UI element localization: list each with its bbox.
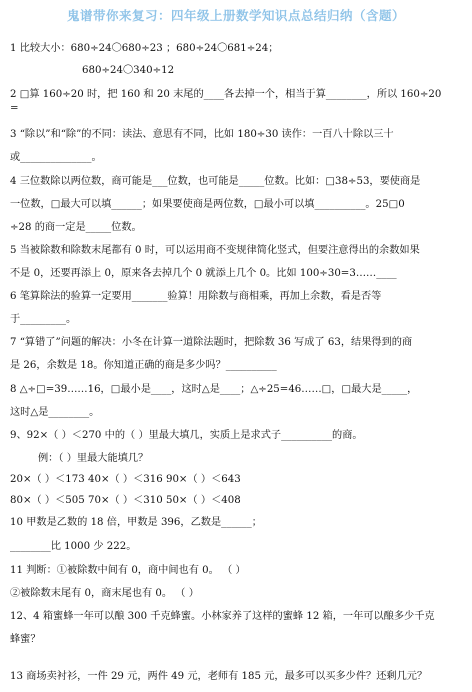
text-line: 蜂蜜？ <box>10 634 41 645</box>
text-line: ②被除数末尾有 0，商末尾也有 0。 （ ） <box>10 588 199 599</box>
text-line: 不是 0，还要再添上 0，原来各去掉几个 0 就添上几个 0。比如 100÷30=3……____ <box>10 268 397 279</box>
text-line: 80×（ ）＜505 70×（ ）＜310 50×（ ）＜408 <box>10 495 241 506</box>
text-line: 2 □算 160÷20 时，把 160 和 20 末尾的____各去掉一个，相当于算________，所以 160÷20 <box>10 89 442 100</box>
text-line: 于_________。 <box>10 314 77 325</box>
text-line: 6 笔算除法的验算一定要用_______验算！用除数与商相乘，再加上余数，看是否等 <box>10 291 382 302</box>
text-line: 5 当被除数和除数末尾都有 0 时，可以运用商不变规律简化竖式，但要注意得出的余数如果 <box>10 245 420 256</box>
text-line: 7 “算错了”问题的解决：小冬在计算一道除法题时，把除数 36 写成了 63，结果得到的商 <box>10 337 413 348</box>
text-line: 9、92×（ ）＜270 中的（ ）里最大填几，实质上是求式子__________的商。 <box>10 430 363 441</box>
text-line: 11 判断：①被除数中间有 0，商中间也有 0。 （ ） <box>10 565 246 576</box>
text-line: 例：（ ）里最大能填几？ <box>38 453 149 464</box>
text-line: 20×（ ）＜173 40×（ ）＜316 90×（ ）＜643 <box>10 474 241 485</box>
text-line: 680÷24〇340÷12 <box>82 65 175 76</box>
document-title: 鬼谱带你来复习：四年级上册数学知识点总结归纳（含题） <box>66 8 405 23</box>
text-line: 4 三位数除以两位数，商可能是___位数，也可能是_____位数。比如：□38÷53，要使商是 <box>10 176 421 187</box>
text-line: ÷28 的商一定是_____位数。 <box>10 222 142 233</box>
text-line: = <box>10 103 19 114</box>
text-line: 这时△是________。 <box>10 407 100 418</box>
text-line: 3 “除以”和“除”的不同：读法、意思有不同，比如 180÷30 读作：一百八十除以三十 <box>10 129 394 140</box>
text-line: 一位数，□最大可以填______；如果要使商是两位数，□最小可以填__________。25□0 <box>10 199 405 210</box>
text-line: 12、4 箱蜜蜂一年可以酿 300 千克蜂蜜。小林家养了这样的蜜蜂 12 箱，一年可以酿多少千克 <box>10 611 435 622</box>
text-line: ________比 1000 少 222。 <box>10 541 137 552</box>
text-line: 13 商场卖衬衫，一件 29 元，两件 49 元，老师有 185 元，最多可以买多少件？还剩几元？ <box>10 671 428 682</box>
text-line: 10 甲数是乙数的 18 倍，甲数是 396，乙数是______； <box>10 517 262 528</box>
text-line: 是 26，余数是 18。你知道正确的商是多少吗？__________ <box>10 360 277 371</box>
text-line: 1 比较大小：680÷24〇680÷23 ；680÷24〇681÷24； <box>10 43 279 54</box>
text-line: 8 △÷□=39……16，□最小是____，这时△是____；△÷25=46……□，□最大是_____， <box>10 384 418 395</box>
text-line: 或______________。 <box>10 152 102 163</box>
